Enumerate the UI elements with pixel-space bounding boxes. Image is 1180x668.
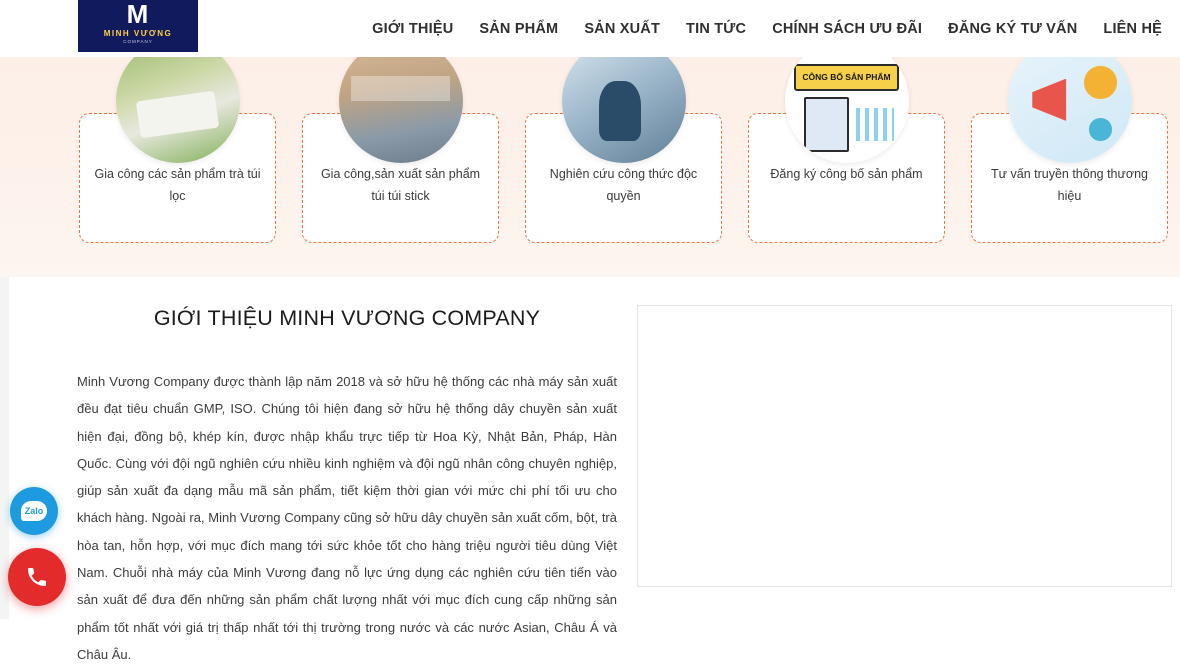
service-card[interactable] (525, 113, 722, 243)
nav-chinh-sach-uu-dai[interactable]: CHÍNH SÁCH ƯU ĐÃI (772, 20, 923, 37)
intro-paragraph: Minh Vương Company được thành lập năm 2018 và sở hữu hệ thống các nhà máy sản xuất đều đạt tiêu chuẩn GMP, ISO. Chúng tôi hiện đang sở hữu hệ thống dây chuyền sản xuất hiện đại, đồng bộ, khép kín, được nhập khẩu trực tiếp từ Hoa Kỳ, Nhật Bản, Pháp, Hàn Quốc. Cùng với đội ngũ nghiên cứu nhiều kinh nghiệm và đội ngũ nhân công chuyên nghiệp, giúp sản xuất đa dạng mẫu mã sản phẩm, tiết kiệm thời gian với mức chi phí tối ưu cho khách hàng. Ngoài ra, Minh Vương Company cũng sở hữu dây chuyền sản xuất cốm, bột, trà hòa tan, hỗn hợp, với mục đích mang tới sức khỏe tốt cho hàng triệu người tiêu dùng Việt Nam. Chuỗi nhà máy của Minh Vương đang nỗ lực ứng dụng các nghiên cứu tiên tiến vào sản xuất để đưa đến những sản phẩm chất lượng nhất với mục đích cung cấp những sản phẩm tốt nhất với giá trị thấp nhất tới thị trường trong nước và các nước Asian, Châu Á và Châu Âu. (77, 374, 617, 662)
page-title: GIỚI THIỆU MINH VƯƠNG COMPANY (153, 306, 541, 330)
zalo-icon: Zalo (21, 501, 47, 521)
logo-subtitle: COMPANY (123, 38, 153, 44)
service-card[interactable] (748, 71, 945, 243)
service-card-label: Gia công các sản phẩm trà túi lọc (94, 167, 261, 203)
laboratory-image (562, 39, 686, 163)
phone-call-button[interactable] (8, 548, 66, 606)
site-logo[interactable] (78, 0, 198, 52)
product-declaration-image (785, 39, 909, 163)
declaration-banner-text: CÔNG BỐ SẢN PHẨM (794, 64, 898, 91)
nav-san-xuat[interactable]: SẢN XUẤT (584, 20, 661, 37)
factory-line-image (339, 39, 463, 163)
nav-san-pham[interactable]: SẢN PHẨM (479, 20, 559, 37)
service-card-label: Nghiên cứu công thức độc quyền (549, 167, 698, 203)
megaphone-image (1008, 39, 1132, 163)
logo-name: MINH VƯƠNG (103, 28, 173, 38)
service-card[interactable] (302, 113, 499, 243)
intro-section (0, 277, 1180, 662)
nav-dang-ky-tu-van[interactable]: ĐĂNG KÝ TƯ VẤN (948, 20, 1078, 37)
zalo-chat-button[interactable] (10, 487, 58, 535)
main-navigation (372, 0, 1162, 57)
nav-gioi-thieu[interactable]: GIỚI THIỆU (372, 20, 454, 37)
service-card-label: Đăng ký công bố sản phẩm (770, 167, 923, 181)
service-card[interactable] (971, 113, 1168, 243)
service-card-label: Gia công,sản xuất sản phẩm túi túi stick (320, 167, 481, 203)
phone-icon (25, 565, 49, 589)
nav-tin-tuc[interactable]: TIN TỨC (686, 20, 747, 37)
logo-mark: M (126, 0, 150, 29)
service-card-label: Tư vấn truyền thông thương hiệu (991, 167, 1148, 203)
nav-lien-he[interactable]: LIÊN HỆ (1103, 20, 1162, 37)
tea-bag-image (116, 39, 240, 163)
service-card[interactable] (79, 113, 276, 243)
site-header (0, 0, 1180, 57)
intro-video-player[interactable] (637, 305, 1172, 587)
left-rail (0, 277, 9, 619)
